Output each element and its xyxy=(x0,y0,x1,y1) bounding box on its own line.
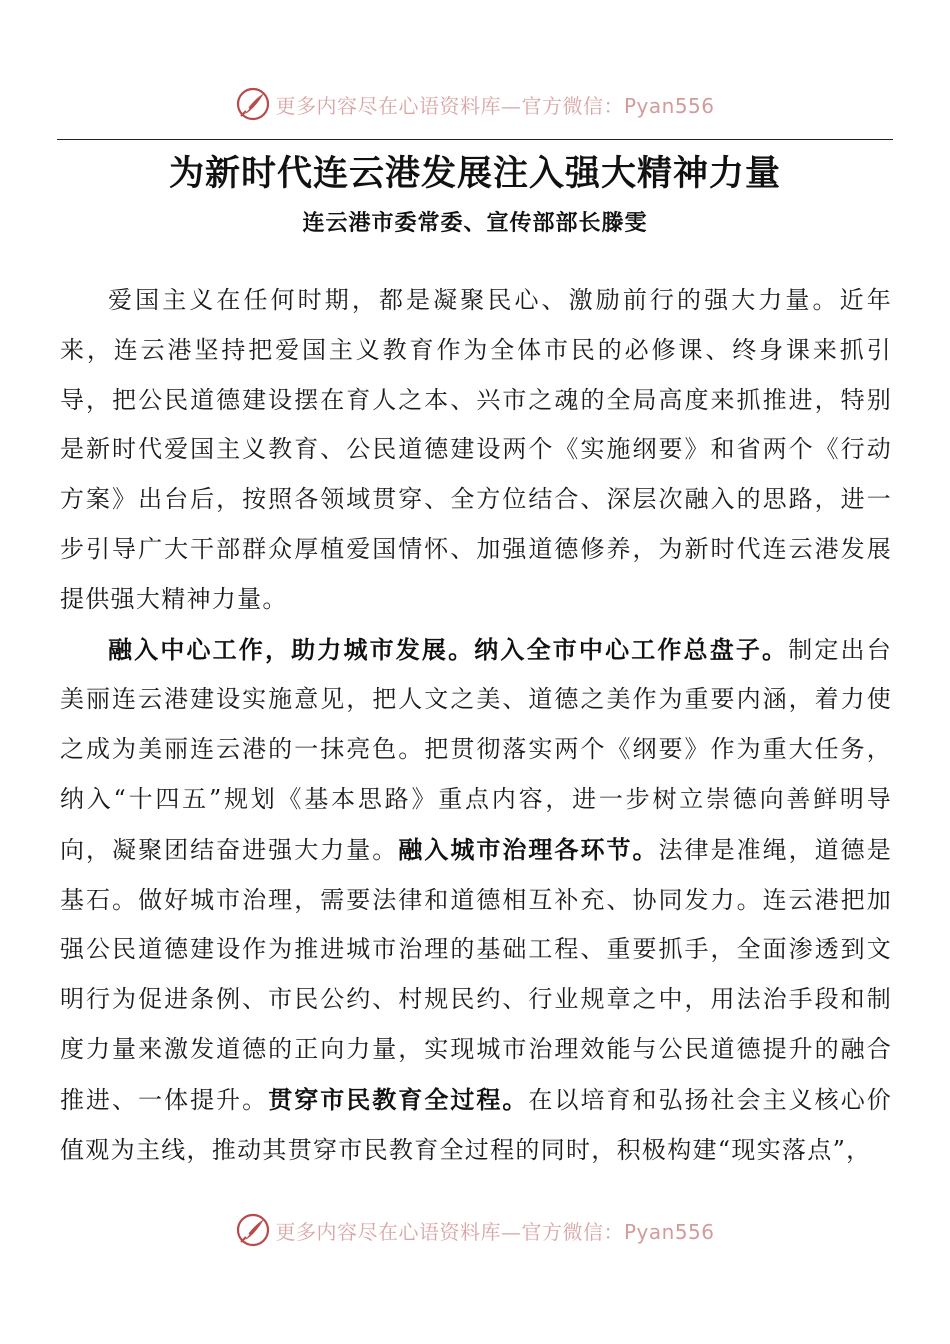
subsection-heading: 贯穿市民教育全过程。 xyxy=(268,1084,529,1114)
document-byline: 连云港市委常委、宣传部部长滕雯 xyxy=(302,210,648,236)
watermark-footer xyxy=(0,1212,950,1248)
watermark-header xyxy=(0,86,950,122)
paragraph-intro: 爱国主义在任何时期，都是凝聚民心、激励前行的强大力量。近年来，连云港坚持把爱国主义教育作为全体市民的必修课、终身课来抓引导，把公民道德建设摆在育人之本、兴市之魂的全局高度来抓推进，特别是新时代爱国主义教育、公民道德建设两个《实施纲要》和省两个《行动方案》出台后，按照各领域贯穿、全方位结合、深层次融入的思路，进一步引导广大干部群众厚植爱国情怀、加强道德修养，为新时代连云港发展提供强大精神力量。 xyxy=(60,286,892,613)
subsection-heading: 融入城市治理各环节。 xyxy=(398,834,659,864)
document-body xyxy=(60,276,892,1175)
quill-logo-icon xyxy=(235,1212,271,1248)
section-heading: 融入中心工作，助力城市发展。 xyxy=(108,634,475,664)
paragraph-central-work xyxy=(60,625,892,1176)
header-divider xyxy=(57,139,893,140)
subsection-heading: 纳入全市中心工作总盘子。 xyxy=(474,634,789,664)
subsection-text: 法律是准绳，道德是基石。做好城市治理，需要法律和道德相互补充、协同发力。连云港把加强公民道德建设作为推进城市治理的基础工程、重要抓手，全面渗透到文明行为促进条例、市民公约、村规民约、行业规章之中，用法治手段和制度力量来激发道德的正向力量，实现城市治理效能与公民道德提升的融合推进、一体提升。 xyxy=(60,835,893,1114)
document-title: 为新时代连云港发展注入强大精神力量 xyxy=(168,153,781,194)
watermark-text: 更多内容尽在心语资料库—官方微信：Pyan556 xyxy=(275,93,715,118)
quill-logo-icon xyxy=(235,86,271,122)
subsection-text: 在以培育和弘扬社会主义核心价值观为主线，推动其贯穿市民教育全过程的同时，积极构建“现实落点”， xyxy=(60,1085,893,1164)
subsection-text: 制定出台美丽连云港建设实施意见，把人文之美、道德之美作为重要内涵，着力使之成为美丽连云港的一抹亮色。把贯彻落实两个《纲要》作为重大任务，纳入“十四五”规划《基本思路》重点内容，进一步树立崇德向善鲜明导向，凝聚团结奋进强大力量。 xyxy=(60,635,892,864)
watermark-text: 更多内容尽在心语资料库—官方微信：Pyan556 xyxy=(275,1219,715,1244)
